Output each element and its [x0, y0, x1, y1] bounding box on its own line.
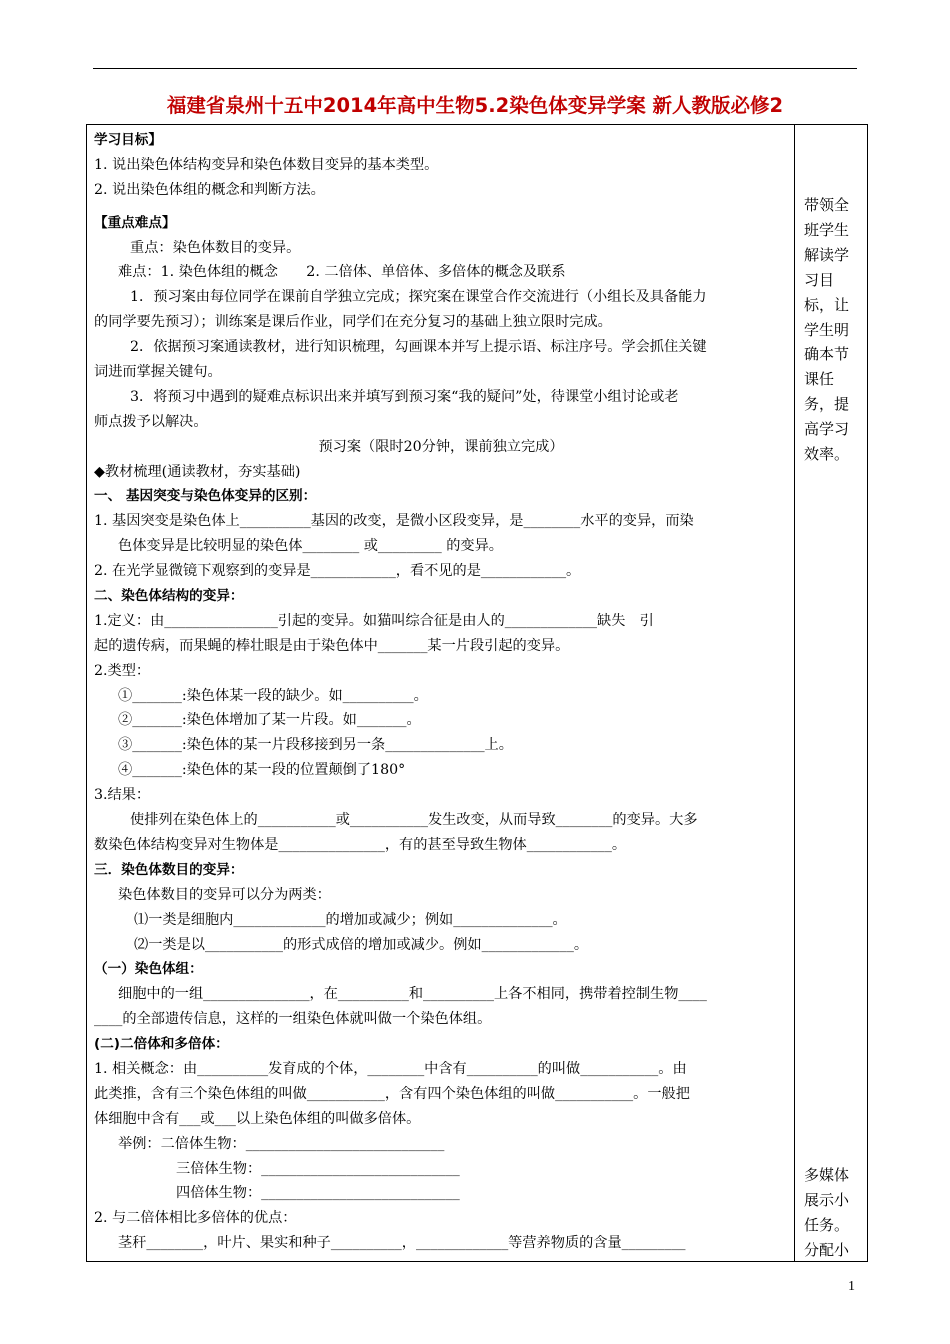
text-line: 数染色体结构变异对生物体是_______________，有的甚至导致生物体____________。	[94, 836, 627, 853]
preview-heading: 预习案（限时20分钟，课前独立完成）	[318, 438, 564, 455]
text-line: 1．预习案由每位同学在课前自学独立完成；探究案在课堂合作交流进行（小组长及具备能力	[130, 289, 707, 306]
main-content	[94, 128, 788, 1256]
text-line: 1. 基因突变是染色体上__________基因的改变，是微小区段变异，是________水平的变异，而染	[94, 513, 694, 530]
text-line: 2. 与二倍体相比多倍体的优点：	[94, 1210, 297, 1227]
text-line: ____的全部遗传信息，这样的一组染色体就叫做一个染色体组。	[94, 1011, 492, 1028]
text-line: ③_______:染色体的某一片段移接到另一条______________上。	[118, 737, 513, 754]
text-line: 使排列在染色体上的___________或___________发生改变，从而导致________的变异。大多	[130, 812, 698, 829]
text-line: ◆教材梳理(通读教材，夯实基础)	[94, 463, 301, 480]
section-heading: 一、 基因突变与染色体变异的区别：	[94, 488, 317, 505]
text-line: 细胞中的一组_______________，在__________和__________上各不相同，携带着控制生物____	[118, 986, 707, 1003]
text-line: ④_______:染色体的某一段的位置颠倒了180°	[118, 762, 406, 779]
column-divider	[794, 124, 795, 1262]
text-line: 三倍体生物：____________________________	[176, 1160, 460, 1177]
section-heading: 三．染色体数目的变异：	[94, 861, 244, 878]
text-line: ⑴一类是细胞内_____________的增加或减少；例如______________。	[134, 911, 567, 928]
text-line: 1.定义：由________________引起的变异。如猫叫综合征是由人的_____________缺失 引	[94, 612, 654, 629]
text-line: 2.类型：	[94, 662, 151, 679]
text-line: ②_______:染色体增加了某一片段。如_______。	[118, 712, 421, 729]
text-line: 重点：染色体数目的变异。	[130, 239, 301, 256]
objectives-heading: 学习目标】	[94, 132, 162, 148]
text-line: 茎秆________，叶片、果实和种子__________，_____________等营养物质的含量_________	[118, 1235, 686, 1252]
text-line: 词进而掌握关键句。	[94, 364, 222, 381]
text-line: 四倍体生物：____________________________	[176, 1185, 460, 1202]
sidebar-note-objectives: 带领全班学生解读学习目标，让学生明确本节课任务，提高学习效率。	[804, 196, 850, 464]
subsection-heading: （一）染色体组：	[94, 961, 203, 978]
text-line: 2．依据预习案通读教材，进行知识梳理，勾画课本并写上提示语、标注序号。学会抓住关键	[130, 339, 707, 356]
text-line: ⑵一类是以___________的形式成倍的增加或减少。例如_____________。	[134, 936, 589, 953]
text-line: 体细胞中含有___或___以上染色体组的叫做多倍体。	[94, 1110, 421, 1127]
text-line: 1. 相关概念：由__________发育成的个体，________中含有__________的叫做___________。由	[94, 1060, 687, 1077]
text-line: 3．将预习中遇到的疑难点标识出来并填写到预习案“我的疑问”处，待课堂小组讨论或老	[130, 388, 679, 405]
text-line: 师点拨予以解决。	[94, 413, 208, 430]
page-number: 1	[848, 1279, 855, 1294]
document-title: 福建省泉州十五中2014年高中生物5.2染色体变异学案 新人教版必修2	[166, 94, 784, 117]
text-line: 起的遗传病，而果蝇的棒壮眼是由于染色体中_______某一片段引起的变异。	[94, 637, 570, 654]
text-line: 举例：二倍体生物：____________________________	[118, 1135, 445, 1152]
text-line: 染色体数目的变异可以分为两类：	[118, 886, 331, 903]
text-line: 3.结果：	[94, 787, 151, 804]
text-line: 此类推，含有三个染色体组的叫做___________，含有四个染色体组的叫做___________。一般把	[94, 1085, 690, 1102]
text-line: 难点：1. 染色体组的概念 2. 二倍体、单倍体、多倍体的概念及联系	[118, 264, 566, 281]
top-rule	[93, 68, 857, 69]
sidebar-note-multimedia: 多媒体展示小任务。分配小	[804, 1166, 850, 1259]
key-points-heading: 【重点难点】	[94, 214, 176, 231]
text-line: 的同学要先预习）；训练案是课后作业，同学们在充分复习的基础上独立限时完成。	[94, 314, 612, 331]
text-line: 1. 说出染色体结构变异和染色体数目变异的基本类型。	[94, 156, 439, 173]
text-line: ①_______:染色体某一段的缺少。如__________。	[118, 687, 428, 704]
text-line: 色体变异是比较明显的染色体________ 或_________ 的变异。	[118, 538, 503, 555]
text-line: 2. 说出染色体组的概念和判断方法。	[94, 181, 325, 198]
subsection-heading: (二)二倍体和多倍体：	[94, 1036, 229, 1053]
section-heading: 二、染色体结构的变异：	[94, 588, 244, 605]
text-line: 2. 在光学显微镜下观察到的变异是____________，看不见的是____________。	[94, 563, 581, 580]
